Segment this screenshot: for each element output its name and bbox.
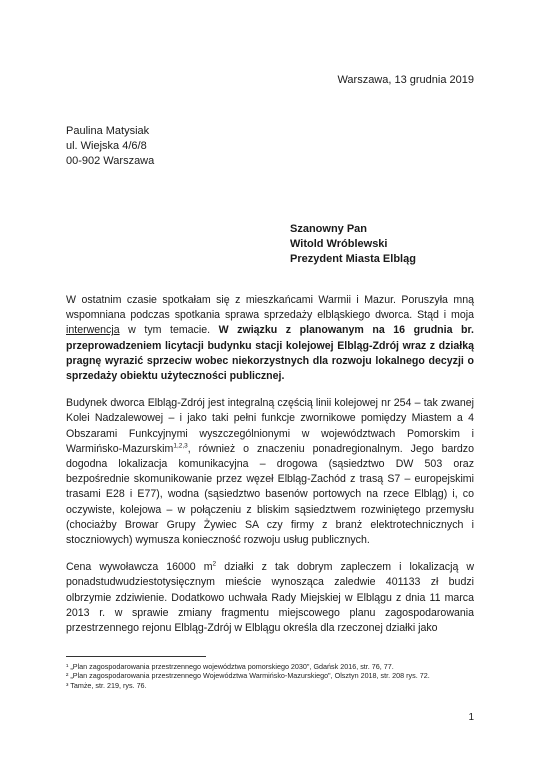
sender-name: Paulina Matysiak <box>66 125 150 137</box>
letter-date: Warszawa, 13 grudnia 2019 <box>337 74 474 86</box>
page-number: 1 <box>468 712 474 723</box>
recipient-salutation: Szanowny Pan <box>290 223 368 235</box>
footnote-3: ³ Tamże, str. 219, rys. 76. <box>66 680 147 690</box>
intervention-link[interactable]: interwencja <box>66 324 120 337</box>
recipient-title: Prezydent Miasta Elbląg <box>290 253 416 265</box>
paragraph-2: Budynek dworca Elbląg-Zdrój jest integralną częścią linii kolejowej nr 254 – tak zwanej Kolei Nadzalewowej – i jako taki pełni funkcje zwornikowe pomiędzy Miastem a 4 Obszarami Funkcyjnymi wyszczególnionymi w województwach Pomorskim i Warmińsko-Mazurskim$^{1,2,3}$, również o znaczeniu ponadregionalnym. Jego bardzo dogodna lokalizacja komunikacyjna – drogowa (sąsiedztwo DW 503 oraz bezpośrednie skomunikowanie przez węzeł Elbląg-Zachód z trasą S7 – europejskimi trasami E28 i E77), wodna (sąsiedztwo basenów portowych na rzece Elbląg) i, co oczywiste, kolejowa – w połączeniu z bliskim sąsiedztwem rozwiniętego przemysłu (chociażby Browar Grupy Żywiec SA czy firmy z branż elektrotechnicznych i stoczniowych) wymusza konieczność rozwoju usług publicznych. <box>66 397 474 547</box>
sender-address <box>66 124 154 169</box>
footnote-2: ² „Plan zagospodarowania przestrzennego Województwa Warmińsko-Mazurskiego", Olsztyn 2018, str. 208 rys. 72. <box>66 671 430 681</box>
letter-body <box>66 293 474 648</box>
recipient-name: Witold Wróblewski <box>290 238 388 250</box>
superscript-squared: 2 <box>212 560 217 568</box>
paragraph-1: W ostatnim czasie spotkałam się z mieszkańcami Warmii i Mazur. Poruszyła mną wspomniana podczas spotkania sprawa sprzedaży elbląskiego dworca. Stąd i moja interwencja w tym temacie. W związku z planowanym na 16 grudnia br. przeprowadzeniem licytacji budynku stacji kolejowej Elbląg-Zdrój wraz z działką pragnę wyrazić sprzeciw wobec niekorzystnych dla rozwoju lokalnego decyzji o sprzedaży obiektu użyteczności publicznej. <box>66 294 474 383</box>
footnote-divider <box>66 656 206 657</box>
sender-street: ul. Wiejska 4/6/8 <box>66 140 147 152</box>
footnote-1: ¹ „Plan zagospodarowania przestrzennego województwa pomorskiego 2030", Gdańsk 2016, str. 76, 77. <box>66 662 394 671</box>
bold-statement: W związku z planowanym na 16 grudnia br. przeprowadzeniem licytacji budynku stacji kolejowej Elbląg-Zdrój wraz z działką pragnę wyrazić sprzeciw wobec niekorzystnych dla rozwoju lokalnego decyzji o sprzedaży obiektu użyteczności publicznej. <box>66 324 474 383</box>
footnotes <box>66 662 474 690</box>
footnote-ref: 1,2,3 <box>173 442 188 450</box>
paragraph-3: Cena wywoławcza 16000 $m^2$ działki z tak dobrym zapleczem i lokalizacją w ponadstudwudziestotysięcznym mieście wynosząca zaledwie 401133 zł budzi olbrzymie zdziwienie. Dodatkowo uchwała Rady Miejskiej w Elblągu z dnia 11 marca 2013 r. w sprawie zmiany fragmentu miejscowego planu zagospodarowania przestrzennego rejonu Elbląg-Zdrój w Elblągu określa dla rzeczonej działki jako <box>66 560 475 635</box>
recipient-address <box>290 222 416 267</box>
sender-city: 00-902 Warszawa <box>66 155 155 167</box>
